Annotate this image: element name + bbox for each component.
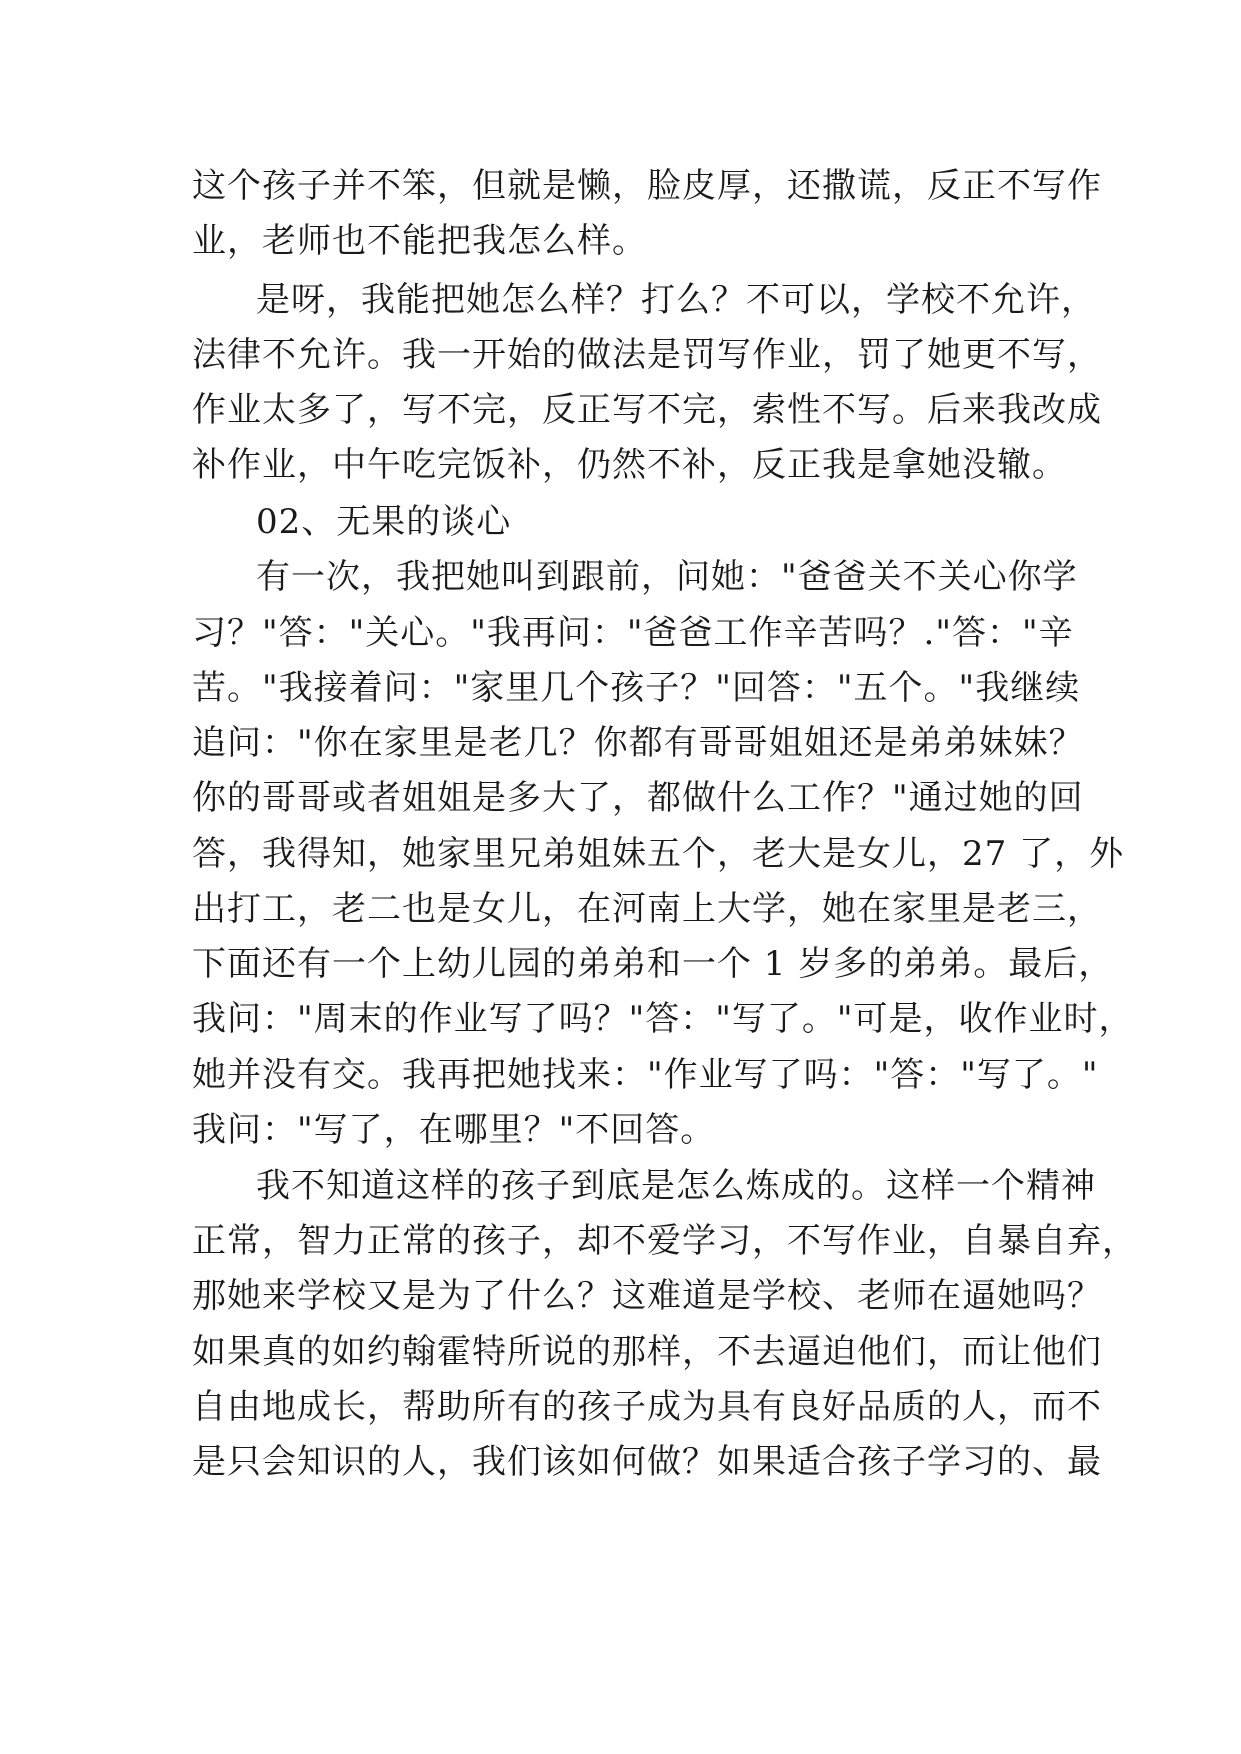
paragraph-start-line: 是呀，我能把她怎么样？打么？不可以，学校不允许， (256, 280, 1096, 320)
text-line: 自由地成长，帮助所有的孩子成为具有良好品质的人，而不 (192, 1387, 1102, 1427)
text-line: 她并没有交。我再把她找来："作业写了吗："答："写了。" (192, 1055, 1099, 1095)
text-line: 答，我得知，她家里兄弟姐妹五个，老大是女儿，27 了，外 (192, 834, 1125, 874)
text-line: 我问："写了，在哪里？"不回答。 (192, 1110, 716, 1150)
text-line: 那她来学校又是为了什么？这难道是学校、老师在逼她吗？ (192, 1276, 1102, 1316)
text-line: 你的哥哥或者姐姐是多大了，都做什么工作？"通过她的回 (192, 778, 1084, 818)
text-line: 如果真的如约翰霍特所说的那样，不去逼迫他们，而让他们 (192, 1332, 1102, 1372)
text-line: 苦。"我接着问："家里几个孩子？"回答："五个。"我继续 (192, 668, 1081, 708)
text-line: 作业太多了，写不完，反正写不完，索性不写。后来我改成 (192, 390, 1102, 430)
paragraph-start-line: 我不知道这样的孩子到底是怎么炼成的。这样一个精神 (256, 1166, 1096, 1206)
section-heading: 02、无果的谈心 (256, 502, 512, 542)
text-line: 这个孩子并不笨，但就是懒，脸皮厚，还撒谎，反正不写作 (192, 166, 1102, 206)
paragraph-start-line: 有一次，我把她叫到跟前，问她："爸爸关不关心你学 (256, 557, 1078, 597)
text-line: 习？"答："关心。"我再问："爸爸工作辛苦吗？."答："辛 (192, 613, 1074, 653)
text-line: 追问："你在家里是老几？你都有哥哥姐姐还是弟弟妹妹？ (192, 723, 1084, 763)
text-line: 法律不允许。我一开始的做法是罚写作业，罚了她更不写， (192, 335, 1102, 375)
text-line: 下面还有一个上幼儿园的弟弟和一个 1 岁多的弟弟。最后， (192, 944, 1114, 984)
text-line: 是只会知识的人，我们该如何做？如果适合孩子学习的、最 (192, 1442, 1102, 1482)
text-line: 正常，智力正常的孩子，却不爱学习，不写作业，自暴自弃， (192, 1221, 1137, 1261)
text-line: 出打工，老二也是女儿，在河南上大学，她在家里是老三， (192, 889, 1102, 929)
text-line: 我问："周末的作业写了吗？"答："写了。"可是，收作业时， (192, 999, 1134, 1039)
text-line: 补作业，中午吃完饭补，仍然不补，反正我是拿她没辙。 (192, 445, 1067, 485)
text-line: 业，老师也不能把我怎么样。 (192, 221, 647, 261)
